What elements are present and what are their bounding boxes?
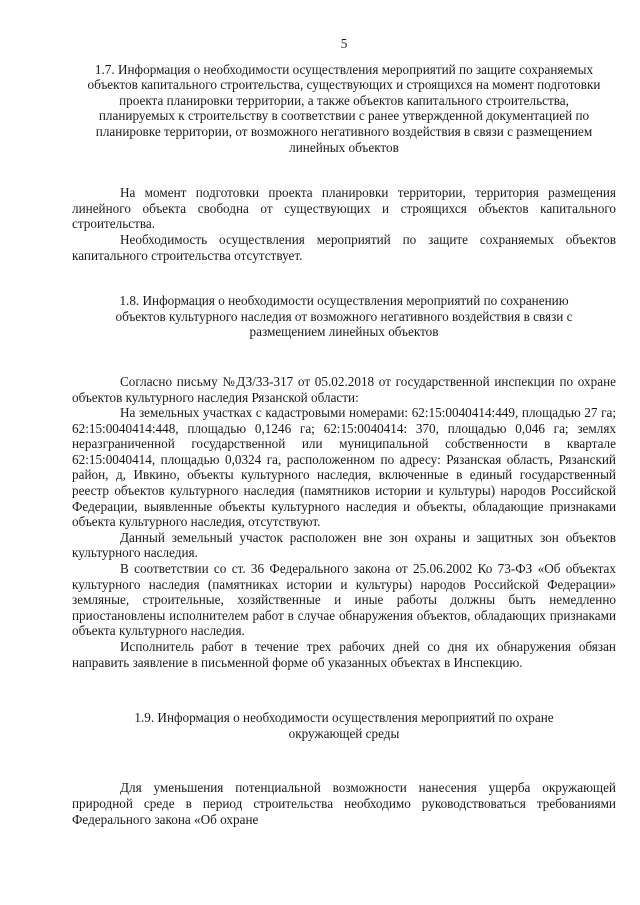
paragraph: В соответствии со ст. 36 Федерального закона от 25.06.2002 Ко 73-ФЗ «Об объектах культурного наследия (памятниках истории и культуры) народов Российской Федерации» земляные, строительные, хозяйственные и иные работы должны быть немедленно приостановлены исполнителем работ в случае обнаружения объектов, обладающих признаками объекта культурного наследия. [72,561,616,639]
paragraph: Данный земельный участок расположен вне зон охраны и защитных зон объектов культурного наследия. [72,529,616,561]
paragraph: На момент подготовки проекта планировки территории, территория размещения линейного объекта свободна от существующих и строящихся объектов капитального строительства. [72,185,616,232]
paragraph: Необходимость осуществления мероприятий по защите сохраняемых объектов капитального строительства отсутствует. [72,231,616,263]
paragraph: Согласно письму №ДЗ/33-317 от 05.02.2018 от государственной инспекции по охране объектов культурного наследия Рязанской области: [72,373,616,405]
section-heading-1-7: 1.7. Информация о необходимости осуществления мероприятий по защите сохраняемых объектов капитального строительства, существующих и строящихся на момент подготовки проекта планировки территории, а также объектов капитального строительства, планируемых к строительству в соответствии с ранее утвержденной документацией по планировке территории, от возможного негативного воздействия в связи с размещением линейных объектов [87,61,601,155]
page-number: 5 [340,36,348,51]
paragraph: Исполнитель работ в течение трех рабочих дней со дня их обнаружения обязан направить заявление в письменной форме об указанных объектах в Инспекцию. [72,639,616,670]
section-heading-1-8: 1.8. Информация о необходимости осуществления мероприятий по сохранению объектов культурного наследия от возможного негативного воздействия в связи с размещением линейных объектов [115,293,573,340]
section-heading-1-9: 1.9. Информация о необходимости осуществления мероприятий по охране окружающей среды [134,710,554,741]
paragraph: Для уменьшения потенциальной возможности нанесения ущерба окружающей природной среде в период строительства необходимо руководствоваться требованиями Федерального закона «Об охране [72,780,616,827]
paragraph: На земельных участках с кадастровыми номерами: 62:15:0040414:449, площадью 27 га; 62:15:0040414:448, площадью 0,1246 га; 62:15:0040414: 370, площадью 0,046 га; землях неразграниченной государственной или муниципальной собственности в квартале 62:15:0040414, площадью 0,0324 га, расположенном по адресу: Рязанская область, Рязанский район, д, Ивкино, объекты культурного наследия, включенные в единый государственный реестр объектов культурного наследия (памятников истории и культуры) народов Российской Федерации, выявленные объекты культурного наследия и объекты, обладающие признаками объекта культурного наследия, отсутствуют. [72,405,616,530]
